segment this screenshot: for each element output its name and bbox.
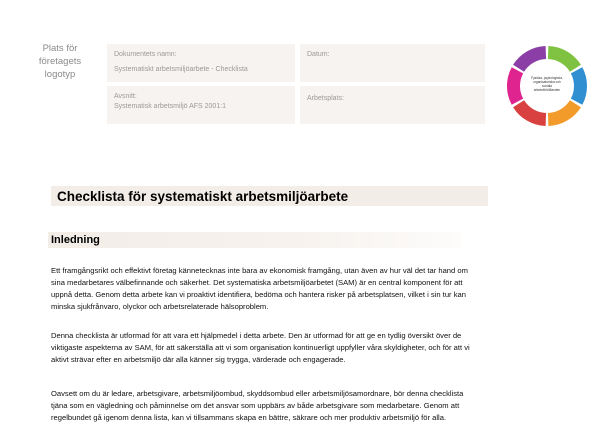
section-label: Avsnitt:	[114, 93, 137, 100]
document-name-box	[107, 44, 295, 82]
section-value: Systematisk arbetsmiljö AFS 2001:1	[114, 103, 227, 110]
title-bar	[51, 186, 488, 206]
work-environment-cycle-graphic	[505, 44, 589, 128]
cycle-segment	[571, 67, 587, 105]
date-label: Datum:	[307, 51, 330, 58]
section-box	[107, 86, 295, 124]
section-heading: Inledning	[51, 234, 100, 246]
date-box	[300, 44, 485, 82]
cycle-segment	[507, 67, 523, 105]
logo-placeholder: Plats för företagets logotyp	[38, 43, 82, 80]
workplace-box	[300, 86, 485, 124]
paragraph-3: Oavsett om du är ledare, arbetsgivare, arbetsmiljöombud, skyddsombud eller arbetsmiljösamordnare, bör denna checklista tjäna som en vägledning och påminnelse om det ansvar som uppbärs av både arbetsgivare som medarbetare. Genom att regelbundet gå igenom denna lista, kan vi tillsammans skapa en bättre, säkrare och mer produktiv arbetsmiljö för alla.	[51, 389, 464, 422]
section-heading-bar	[48, 232, 462, 248]
workplace-label: Arbetsplats:	[307, 95, 344, 102]
page-title: Checklista för systematiskt arbetsmiljöarbete	[57, 189, 349, 204]
document-name-value: Systematiskt arbetsmiljöarbete - Checklista	[114, 66, 248, 73]
document-name-label: Dokumentets namn:	[114, 51, 177, 58]
cycle-center-text: Fysiska, psykologiska, organisatoriska och sociala arbetsförhållanden	[531, 76, 563, 92]
paragraph-2: Denna checklista är utformad för att vara ett hjälpmedel i detta arbete. Den är utformad för att ge en tydlig översikt över de viktigaste aspekterna av SAM, för att säkerställa att vi som organisation kontinuerligt uppfyller våra skyldigheter, och för att vi aktivt strävar efter en arbetsmiljö där alla känner sig trygga, värderade och engagerade.	[51, 331, 470, 364]
paragraph-1: Ett framgångsrikt och effektivt företag kännetecknas inte bara av ekonomisk framgång, utan även av hur väl det tar hand om sina medarbetares välbefinnande och säkerhet. Det systematiska arbetsmiljöarbetet (SAM) är en central komponent för att uppnå detta. Genom detta arbete kan vi proaktivt identifiera, bedöma och hantera risker på arbetsplatsen, vilket i sin tur kan minska sjukfrånvaro, olyckor och arbetsrelaterade hälsoproblem.	[51, 266, 468, 311]
